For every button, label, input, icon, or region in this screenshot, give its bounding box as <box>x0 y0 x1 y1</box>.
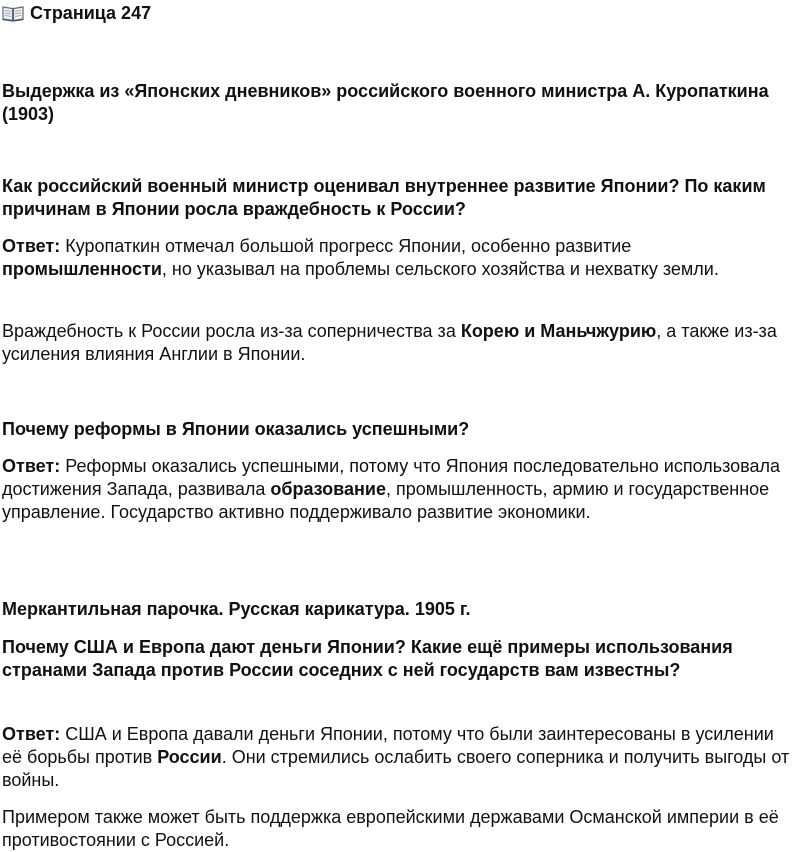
answer-text: Куропаткин отмечал большой прогресс Японии, особенно развитие <box>60 236 632 256</box>
answer-3-paragraph-2 <box>2 806 796 852</box>
question-1-section <box>2 175 796 221</box>
answer-emphasis: промышленности <box>2 259 162 279</box>
question-3-section <box>2 636 796 682</box>
question-2: Почему реформы в Японии оказались успешными? <box>2 419 470 439</box>
question-3: Почему США и Европа дают деньги Японии? Какие ещё примеры использования странами Запада против России соседних с ней государств вам известны? <box>2 637 733 680</box>
answer-text: , а также из-за усиления влияния Англии в Японии. <box>2 321 777 364</box>
answer-2 <box>2 455 796 524</box>
answer-text: , промышленность, армию и государственное управление. Государство активно поддерживало развитие экономики. <box>2 479 770 522</box>
excerpt-title: Выдержка из «Японских дневников» российского военного министра А. Куропаткина (1903) <box>2 81 769 124</box>
excerpt-section <box>2 80 796 126</box>
answer-text: Враждебность к России росла из-за соперничества за <box>2 321 461 341</box>
answer-label: Ответ: <box>2 236 61 256</box>
caricature-caption: Меркантильная парочка. Русская карикатура. 1905 г. <box>2 599 471 619</box>
answer-emphasis: образование <box>270 479 386 499</box>
page-header <box>2 1 151 25</box>
answer-text: США и Европа давали деньги Японии, потому что были заинтересованы в усилении её борьбы против <box>2 724 774 767</box>
answer-emphasis: России <box>157 747 222 767</box>
answer-text: . Они стремились ослабить своего соперника и получить выгоды от войны. <box>2 747 790 790</box>
answer-emphasis: Корею и Маньчжурию <box>460 321 657 341</box>
question-1: Как российский военный министр оценивал внутреннее развитие Японии? По каким причинам в Японии росла враждебность к России? <box>2 176 766 219</box>
answer-text: Реформы оказались успешными, потому что Япония последовательно использовала достижения Запада, развивала <box>2 456 781 499</box>
answer-label: Ответ: <box>2 456 61 476</box>
answer-label: Ответ: <box>2 724 61 744</box>
answer-text: Примером также может быть поддержка европейскими державами Османской империи в её противостоянии с Россией. <box>2 807 779 850</box>
answer-1-paragraph-2 <box>2 320 796 366</box>
page-title: Страница 247 <box>30 2 152 23</box>
answer-1 <box>2 235 796 281</box>
caricature-caption-section <box>2 598 796 621</box>
answer-3 <box>2 723 796 792</box>
question-2-section <box>2 418 796 441</box>
answer-text: , но указывал на проблемы сельского хозяйства и нехватку земли. <box>161 259 719 279</box>
open-book-icon <box>2 4 24 22</box>
